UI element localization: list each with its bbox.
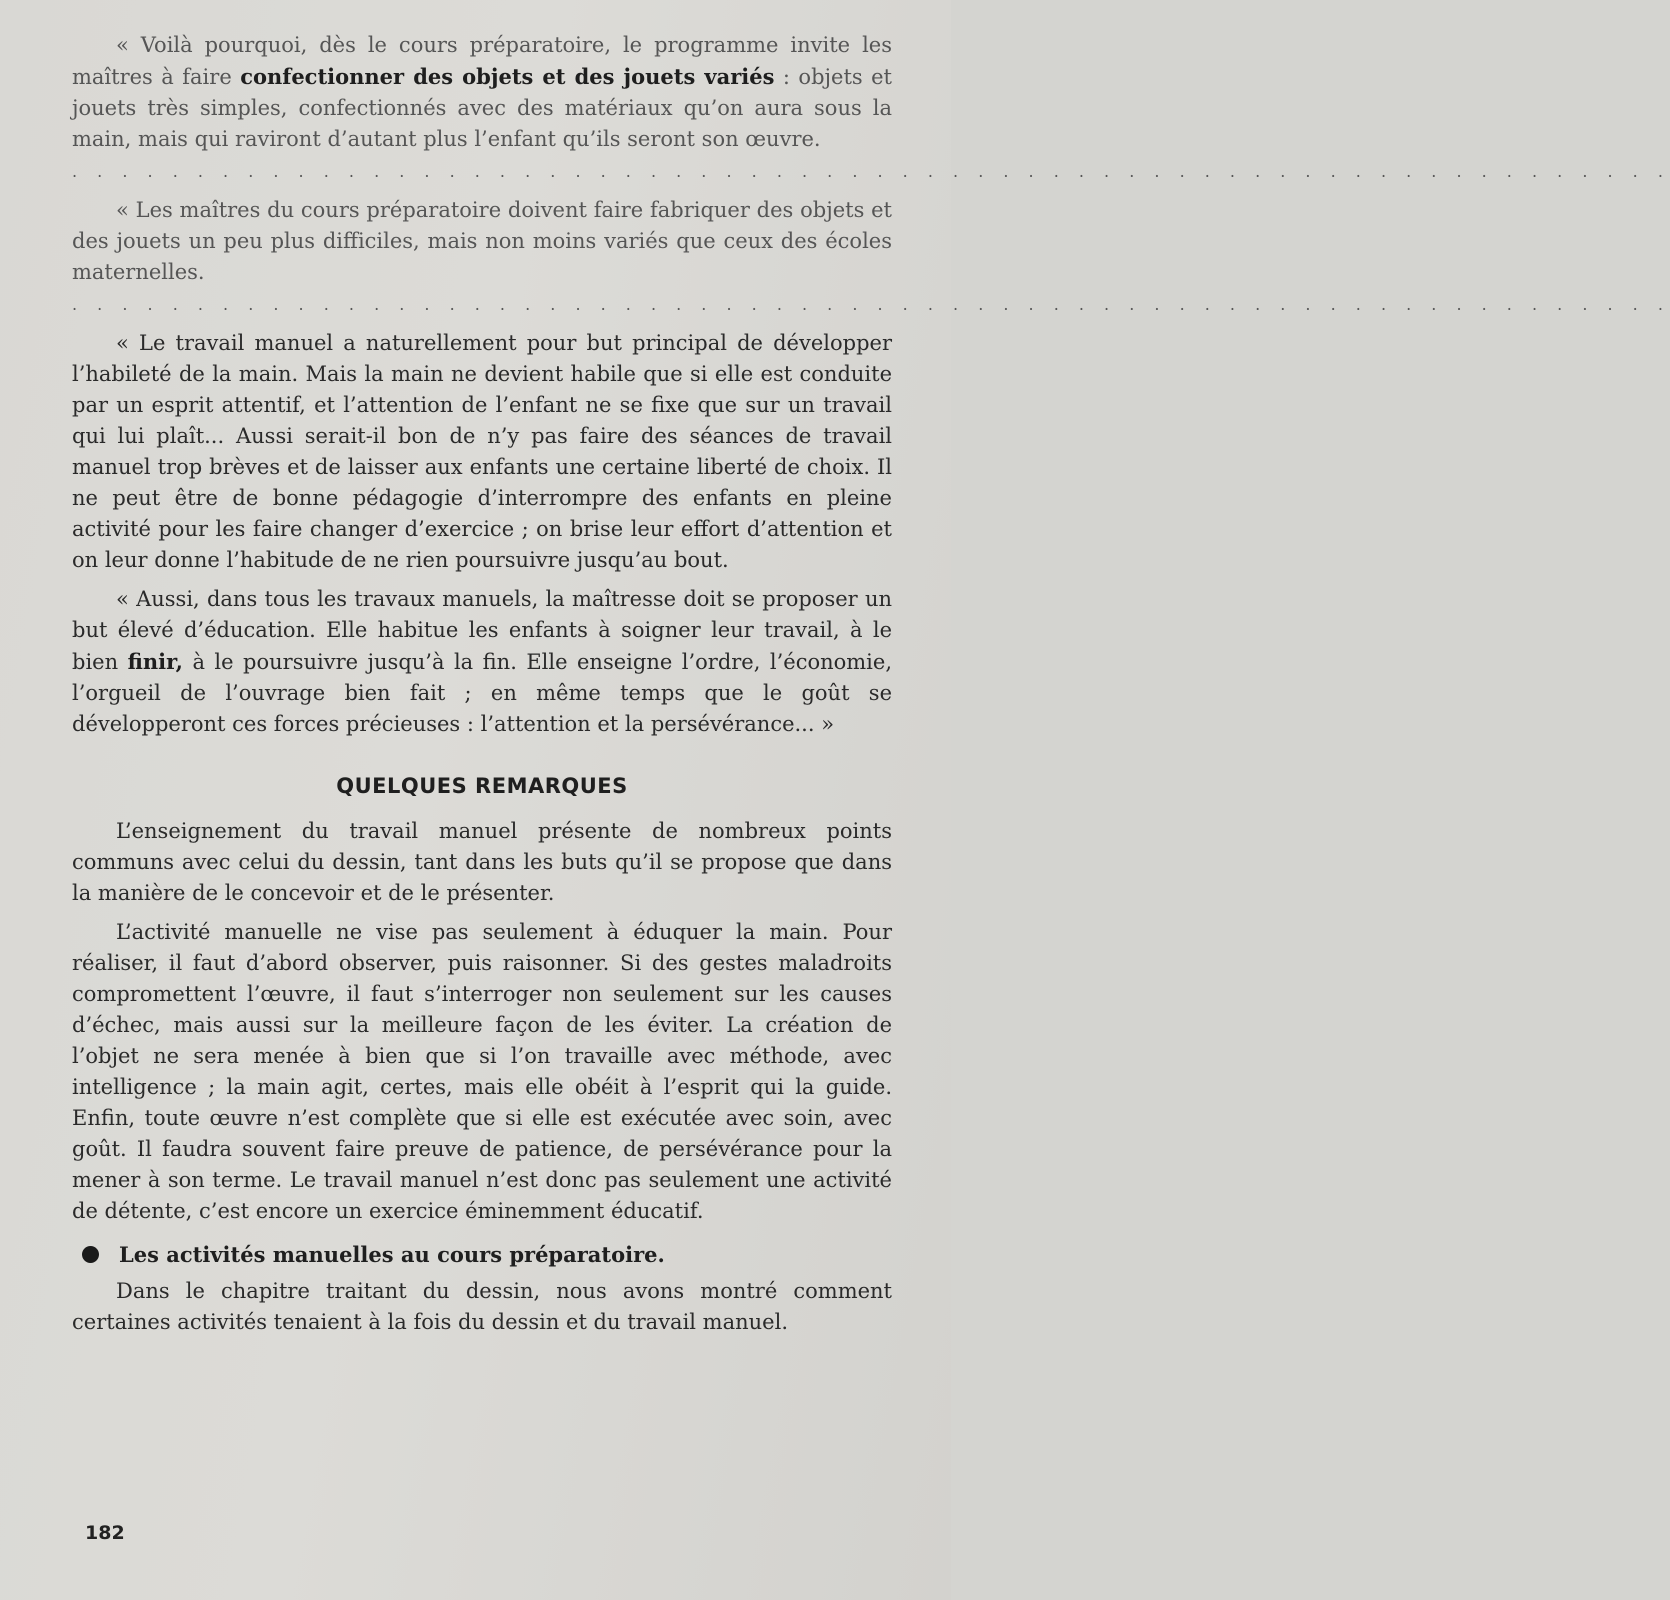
quote-paragraph-1 <box>72 30 892 155</box>
subsection-heading-text: Les activités manuelles au cours préparatoire. <box>119 1242 665 1267</box>
quote-1-bold-phrase: confectionner des objets et des jouets variés <box>240 64 775 89</box>
quote-1-text-start: « Voilà pourquoi, dès le cours préparatoire, le programme invite les maîtres à faire <box>72 33 892 89</box>
quote-paragraph-2: « Les maîtres du cours préparatoire doivent faire fabriquer des objets et des jouets un peu plus difficiles, mais non moins variés que ceux des écoles maternelles. <box>72 198 892 284</box>
quote-4-text-start: « Aussi, dans tous les travaux manuels, la maîtresse doit se proposer un but élevé d’éducation. Elle habitue les enfants à soigner leur travail, à le bien <box>72 587 892 674</box>
subsection-paragraph: Dans le chapitre traitant du dessin, nous avons montré comment certaines activités tenaient à la fois du dessin et du travail manuel. <box>72 1279 892 1334</box>
ellipsis-separator-2: . . . . . . . . . . . . . . . . . . . . . . . . . . . . . . . . . . . . . . . . . . . . . . . . . . . . . . . . . . . . . . . . <box>72 295 1670 314</box>
section-heading: QUELQUES REMARQUES <box>336 774 628 798</box>
remarks-paragraph-1: L’enseignement du travail manuel présente de nombreux points communs avec celui du dessin, tant dans les buts qu’il se propose que dans la manière de le concevoir et de le présenter. <box>72 819 892 905</box>
quote-4-bold-word: finir, <box>127 649 183 674</box>
bullet-icon <box>82 1246 99 1263</box>
quote-paragraph-3: « Le travail manuel a naturellement pour but principal de développer l’habileté de la main. Mais la main ne devient habile que si elle est conduite par un esprit attentif, et l’attention de l’enfant ne se fixe que sur un travail qui lui plaît... Aussi serait-il bon de n’y pas faire des séances de travail manuel trop brèves et de laisser aux enfants une certaine liberté de choix. Il ne peut être de bonne pédagogie d’interrompre des enfants en pleine activité pour les faire changer d’exercice ; on brise leur effort d’attention et on leur donne l’habitude de ne rien poursuivre jusqu’au bout. <box>72 331 892 572</box>
page-number: 182 <box>85 1522 125 1544</box>
quote-1-text-end: : objets et jouets très simples, confectionnés avec des matériaux qu’on aura sous la main, mais qui raviront d’autant plus l’enfant qu’ils seront son œuvre. <box>72 65 892 151</box>
quote-paragraph-4 <box>72 584 892 740</box>
remarks-paragraph-2: L’activité manuelle ne vise pas seulement à éduquer la main. Pour réaliser, il faut d’abord observer, puis raisonner. Si des gestes maladroits compromettent l’œuvre, il faut s’interroger non seulement sur les causes d’échec, mais aussi sur la meilleure façon de les éviter. La création de l’objet ne sera menée à bien que si l’on travaille avec méthode, avec intelligence ; la main agit, certes, mais elle obéit à l’esprit qui la guide. Enfin, toute œuvre n’est complète que si elle est exécutée avec soin, avec goût. Il faudra souvent faire preuve de patience, de persévérance pour la mener à son terme. Le travail manuel n’est donc pas seulement une activité de détente, c’est encore un exercice éminemment éducatif. <box>72 920 892 1223</box>
page-content <box>72 30 1670 1338</box>
quote-4-text-end: à le poursuivre jusqu’à la fin. Elle enseigne l’ordre, l’économie, l’orgueil de l’ouvrage bien fait ; en même temps que le goût se développeront ces forces précieuses : l’attention et la persévérance... » <box>72 650 892 736</box>
ellipsis-separator-1: . . . . . . . . . . . . . . . . . . . . . . . . . . . . . . . . . . . . . . . . . . . . . . . . . . . . . . . . . . . . . . . . <box>72 162 1670 181</box>
subsection-heading <box>82 1239 892 1270</box>
